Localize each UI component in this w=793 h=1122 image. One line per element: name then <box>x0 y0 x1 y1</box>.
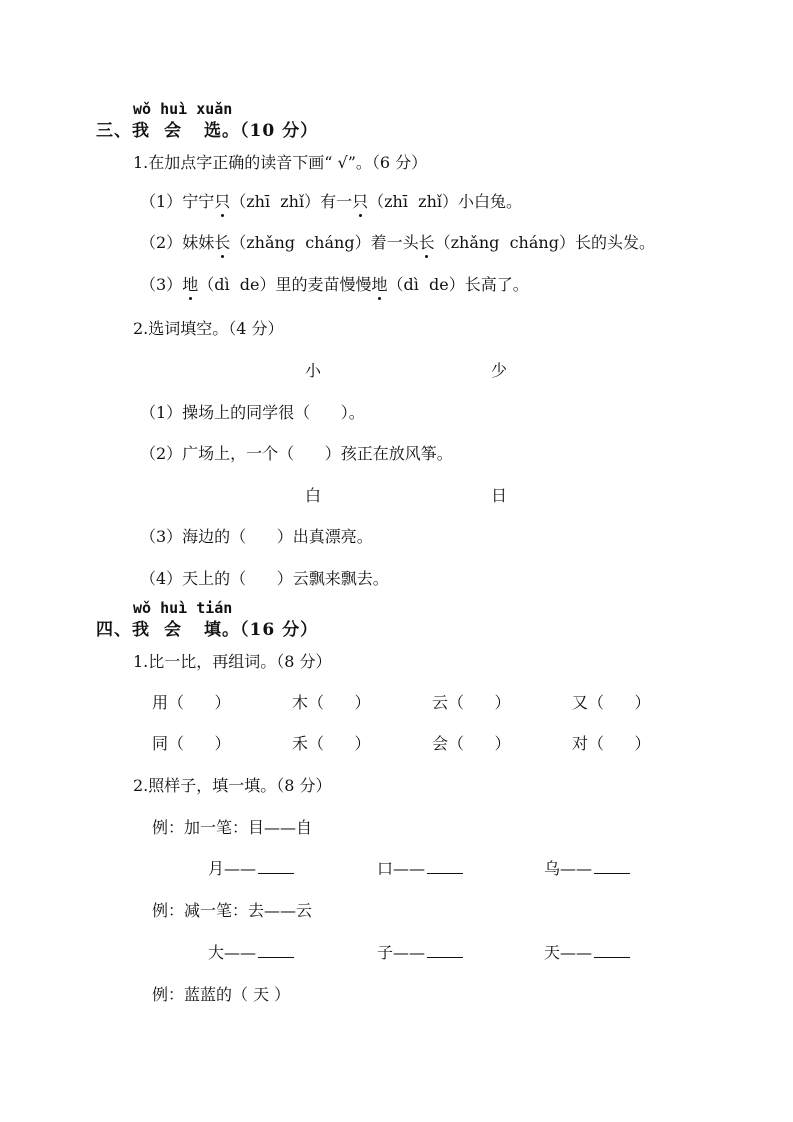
word-choice-3: 白 <box>305 486 322 505</box>
fill-prefix: 子—— <box>377 943 426 962</box>
text-b: （zhǎng cháng）着一头 <box>230 233 419 252</box>
fill-cell <box>544 856 630 879</box>
compare-cell: 木（ ） <box>292 693 371 712</box>
text-c: （dì de）长高了。 <box>387 275 529 294</box>
fill-prefix: 月—— <box>208 859 257 878</box>
section3-title-num: 三、 <box>96 121 132 141</box>
compare-cell: 同（ ） <box>152 734 231 753</box>
item-number: （2） <box>140 233 183 252</box>
dotted-char: 只 <box>352 189 368 212</box>
s3-q2-prompt: 2.选词填空。（4 分） <box>133 319 284 338</box>
s4-q1-prompt: 1.比一比，再组词。（8 分） <box>133 652 332 671</box>
compare-cell: 又（ ） <box>572 693 651 712</box>
section4-pinyin: wǒ huì tián <box>133 599 233 617</box>
word-choice-4: 日 <box>491 486 508 505</box>
s4-q2-prompt: 2.照样子，填一填。（8 分） <box>133 776 332 795</box>
example-1: 例：加一笔：目——自 <box>152 818 313 837</box>
item-number: （3） <box>140 275 183 294</box>
text-c: （zhī zhǐ）小白兔。 <box>368 192 523 211</box>
answer-blank <box>427 859 463 874</box>
fill-cell <box>208 940 294 963</box>
answer-blank <box>258 943 294 958</box>
fill-prefix: 口—— <box>377 859 426 878</box>
s3-q2-item-3: （3）海边的（ ）出真漂亮。 <box>140 527 373 546</box>
fill-cell <box>208 856 294 879</box>
section4-title-tail: 。（16 分） <box>222 620 319 640</box>
section4-title-char-1: 我 <box>132 620 150 640</box>
example-2: 例：减一笔：去——云 <box>152 901 313 920</box>
fill-cell <box>544 940 630 963</box>
section4-title-num: 四、 <box>96 620 132 640</box>
answer-blank <box>427 943 463 958</box>
text-a: 宁宁 <box>182 192 215 211</box>
section3-title <box>96 116 318 141</box>
compare-cell: 禾（ ） <box>292 734 371 753</box>
compare-cell: 对（ ） <box>572 734 651 753</box>
fill-cell <box>377 856 463 879</box>
dotted-char: 地 <box>182 272 198 295</box>
compare-cell: 会（ ） <box>432 734 511 753</box>
s3-q1-item-3 <box>140 272 529 295</box>
section3-title-tail: 。（10 分） <box>222 121 319 141</box>
section3-title-char-3: 选 <box>204 121 222 141</box>
answer-blank <box>594 859 630 874</box>
word-choice-1: 小 <box>305 361 322 380</box>
dotted-char: 长 <box>214 230 230 253</box>
s3-q1-item-1 <box>140 189 522 212</box>
s3-q1-prompt: 1.在加点字正确的读音下画“ √”。（6 分） <box>133 153 428 172</box>
text-b: （zhī zhǐ）有一 <box>230 192 353 211</box>
fill-prefix: 大—— <box>208 943 257 962</box>
item-number: （1） <box>140 192 183 211</box>
section4-title <box>96 615 318 640</box>
s3-q2-item-4: （4）天上的（ ）云飘来飘去。 <box>140 569 389 588</box>
s3-q2-item-2: （2）广场上，一个（ ）孩正在放风筝。 <box>140 444 453 463</box>
section3-pinyin: wǒ huì xuǎn <box>133 100 233 118</box>
dotted-char: 长 <box>419 230 435 253</box>
text-b: （dì de）里的麦苗慢慢 <box>198 275 372 294</box>
answer-blank <box>594 943 630 958</box>
compare-cell: 用（ ） <box>152 693 231 712</box>
section3-title-char-1: 我 <box>132 121 150 141</box>
text-a: 妹妹 <box>182 233 215 252</box>
fill-prefix: 乌—— <box>544 859 593 878</box>
fill-cell <box>377 940 463 963</box>
s3-q1-item-2 <box>140 230 655 253</box>
text-c: （zhǎng cháng）长的头发。 <box>434 233 655 252</box>
answer-blank <box>258 859 294 874</box>
fill-prefix: 天—— <box>544 943 593 962</box>
section4-title-char-3: 填 <box>204 620 222 640</box>
s3-q2-item-1: （1）操场上的同学很（ ）。 <box>140 403 365 422</box>
word-choice-2: 少 <box>491 361 508 380</box>
dotted-char: 地 <box>371 272 387 295</box>
section4-title-char-2: 会 <box>164 620 182 640</box>
example-3: 例：蓝蓝的（ 天 ） <box>152 985 291 1004</box>
section3-title-char-2: 会 <box>164 121 182 141</box>
dotted-char: 只 <box>214 189 230 212</box>
compare-cell: 云（ ） <box>432 693 511 712</box>
